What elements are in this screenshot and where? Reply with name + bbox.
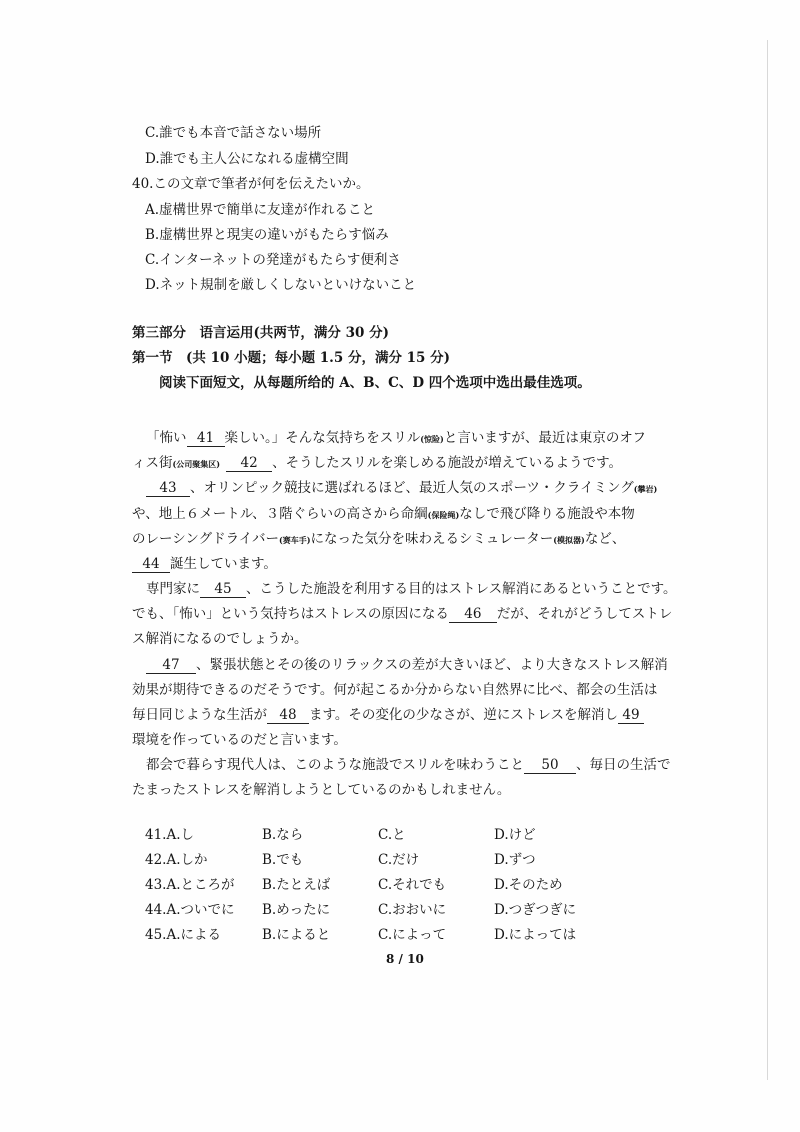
option-42-c: C.だけ	[378, 852, 420, 868]
gloss-simulator: (模拟器)	[553, 535, 585, 545]
q40-option-d: D.ネット規制を厳しくしないといけないこと	[145, 277, 417, 293]
text-run: でも、「怖い」という気持ちはストレスの原因になる	[132, 606, 449, 622]
passage-line-7	[146, 580, 677, 598]
blank-43[interactable]: 43	[146, 481, 190, 497]
option-44-d: D.つぎつぎに	[494, 902, 577, 918]
blank-50[interactable]: 50	[524, 758, 576, 774]
text-run: 、こうした施設を利用する目的はストレス解消にあるということです。	[246, 581, 677, 597]
text-run: 「怖い	[146, 430, 187, 446]
option-41-d: D.けど	[494, 827, 536, 843]
blank-45[interactable]: 45	[200, 582, 246, 598]
passage-line-12	[132, 706, 644, 724]
passage-line-8	[132, 605, 672, 623]
q40-question: 40.この文章で筆者が何を伝えたいか。	[132, 176, 370, 192]
text-run: 専門家に	[146, 581, 200, 597]
passage-line-10	[146, 656, 668, 674]
option-44-c: C.おおいに	[378, 902, 447, 918]
text-run: だが、それがどうしてストレ	[496, 606, 673, 622]
text-run: になった気分を味わえるシミュレーター	[310, 531, 554, 547]
option-45-d: D.によっては	[494, 927, 577, 943]
text-run: や、地上６メートル、３階ぐらいの高さから命綱	[132, 506, 428, 522]
option-44-b: B.めったに	[262, 902, 331, 918]
gloss-rope: (保险绳)	[427, 510, 460, 520]
blank-42[interactable]: 42	[226, 456, 272, 472]
gloss-office: (公司聚集区)	[172, 459, 221, 469]
blank-48[interactable]: 48	[267, 708, 309, 724]
option-42-a: 42.A.しか	[145, 852, 208, 868]
passage-line-13: 環境を作っているのだと言います。	[132, 732, 347, 748]
passage-line-14	[146, 756, 671, 774]
section-instruction: 阅读下面短文，从每题所给的 A、B、C、D 四个选项中选出最佳选项。	[159, 375, 591, 391]
blank-49[interactable]: 49	[618, 708, 644, 724]
section-heading: 第三部分 语言运用(共两节，满分 30 分)	[132, 325, 389, 341]
q39-option-c: C.誰でも本音で話さない場所	[145, 125, 322, 141]
text-run: 楽しい。」そんな気持ちをスリル	[224, 430, 421, 446]
gloss-thrill: (惊险)	[420, 434, 444, 444]
option-43-a: 43.A.ところが	[145, 877, 235, 893]
text-run: 毎日同じような生活が	[132, 707, 267, 723]
passage-line-3	[146, 479, 657, 498]
text-run: 都会で暮らす現代人は、このような施設でスリルを味わうこと	[146, 757, 524, 773]
text-run: 誕生しています。	[170, 556, 277, 572]
blank-47[interactable]: 47	[146, 658, 196, 674]
option-45-a: 45.A.による	[145, 927, 222, 943]
passage-line-5	[132, 530, 625, 549]
q40-option-c: C.インターネットの発達がもたらす便利さ	[145, 252, 401, 268]
option-41-c: C.と	[378, 827, 406, 843]
option-41-b: B.なら	[262, 827, 304, 843]
text-run: なしで飛び降りる施設や本物	[459, 506, 635, 522]
option-42-b: B.でも	[262, 852, 304, 868]
passage-line-9: ス解消になるのでしょうか。	[132, 631, 308, 647]
blank-44[interactable]: 44	[132, 557, 170, 573]
option-45-c: C.によって	[378, 927, 447, 943]
gloss-climbing: (攀岩)	[633, 484, 658, 494]
text-run: など、	[584, 531, 626, 547]
text-run: 、そうしたスリルを楽しめる施設が増えているようです。	[272, 455, 622, 471]
text-run: 、オリンピック競技に選ばれるほど、最近人気のスポーツ・クライミング	[190, 480, 634, 496]
passage-line-4	[132, 505, 635, 524]
option-42-d: D.ずつ	[494, 852, 536, 868]
text-run: ィス街	[132, 455, 173, 471]
option-45-b: B.によると	[262, 927, 331, 943]
passage-line-1	[146, 429, 646, 448]
page-number: 8 / 10	[386, 952, 424, 966]
passage-line-11: 効果が期待できるのだそうです。何が起こるか分からない自然界に比べ、都会の生活は	[132, 682, 658, 698]
text-run: 、毎日の生活で	[576, 757, 671, 773]
q40-option-a: A.虚構世界で簡単に友達が作れること	[145, 202, 376, 218]
passage-line-6	[132, 555, 277, 573]
passage-line-15: たまったストレスを解消しようとしているのかもしれません。	[132, 782, 511, 798]
option-43-b: B.たとえば	[262, 877, 331, 893]
text-run: と言いますが、最近は東京のオフ	[443, 430, 646, 446]
text-run: ます。その変化の少なさが、逆にストレスを解消し	[309, 707, 619, 723]
section-subheading: 第一节 (共 10 小题；每小题 1.5 分，满分 15 分)	[132, 350, 451, 366]
text-run: のレーシングドライバー	[132, 531, 279, 547]
gloss-racer: (赛车手)	[278, 535, 311, 545]
text-run: 、緊張状態とその後のリラックスの差が大きいほど、より大きなストレス解消	[196, 657, 668, 673]
option-41-a: 41.A.し	[145, 827, 195, 843]
page-edge	[767, 40, 768, 1080]
blank-46[interactable]: 46	[449, 607, 497, 623]
option-43-c: C.それでも	[378, 877, 447, 893]
passage-line-2	[132, 454, 622, 473]
option-44-a: 44.A.ついでに	[145, 902, 235, 918]
blank-41[interactable]: 41	[187, 431, 225, 447]
q39-option-d: D.誰でも主人公になれる虚構空間	[145, 151, 349, 167]
option-43-d: D.そのため	[494, 877, 563, 893]
q40-option-b: B.虚構世界と現実の違いがもたらす悩み	[145, 227, 389, 243]
